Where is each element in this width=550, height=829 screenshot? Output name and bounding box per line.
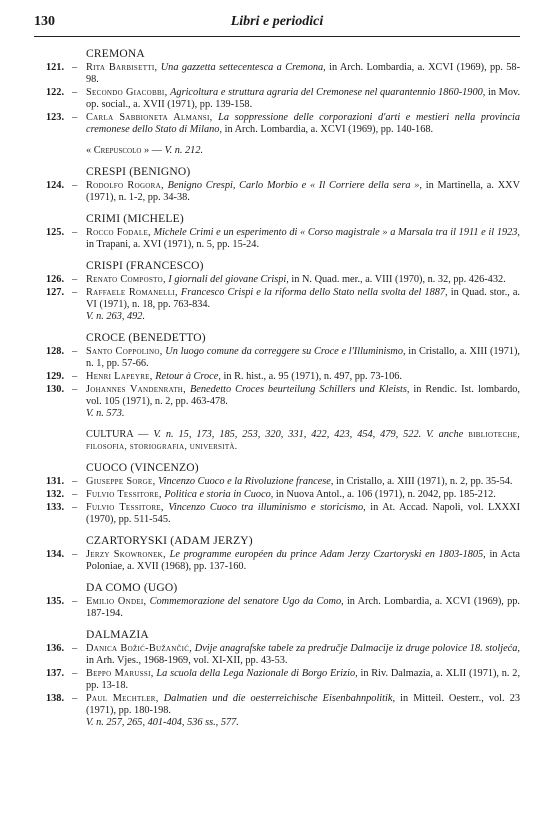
- entry-source: in Nuova Antol., a. 106 (1971), n. 2042, pp. 185-212.: [275, 489, 496, 500]
- crossref-see-also: biblioteche, filosofia, storiografia, università.: [86, 430, 521, 452]
- entry-title: Politica e storia in Cuoco,: [164, 489, 274, 500]
- entry-title: Michele Crimi e un esperimento di « Corso magistrale » a Marsala tra il 1911 e il 1923,: [153, 227, 520, 238]
- entry-source: in Cristallo, a. XIII (1971), n. 1, pp. 57-66.: [86, 346, 520, 369]
- entry-number: 129.: [46, 371, 65, 382]
- entry-125: 125. – Rocco Fodale, Michele Crimi e un esperimento di « Corso magistrale » a Marsala tra il 1911 e il 1923, in Trapani, a. XVI (1971), n. 5, pp. 15-24.: [46, 227, 520, 250]
- entry-author: Rocco Fodale,: [86, 227, 151, 238]
- entry-author: Danica Božić-Bužančić,: [86, 643, 193, 654]
- entry-author: Giuseppe Sorge,: [86, 476, 156, 487]
- entry-129: 129. – Henri Lapeyre, Retour à Croce, in R. hist., a. 95 (1971), n. 497, pp. 73-106.: [46, 371, 402, 382]
- section-heading: CRIMI (MICHELE): [86, 213, 184, 225]
- crossref-target: V. n. 212.: [164, 145, 204, 156]
- section-cremona: [34, 48, 520, 136]
- entry-title: Dalmatien und die oesterreichische Eisenbahnpolitik,: [163, 693, 396, 704]
- entry-number: 136.: [46, 643, 65, 654]
- entry-title: Le programme européen du prince Adam Jerzy Czartoryski en 1803-1805,: [169, 549, 486, 560]
- entry-number: 123.: [46, 112, 65, 123]
- section-heading: CUOCO (VINCENZO): [86, 462, 199, 474]
- entry-author: Renato Composto,: [86, 274, 166, 285]
- entry-title: Agricoltura e struttura agraria del Cremonese nel quarantennio 1860-1900,: [170, 87, 486, 98]
- entry-number: 133.: [46, 502, 65, 513]
- section-cuoco: [34, 462, 520, 526]
- entry-author: Santo Coppolino,: [86, 346, 163, 357]
- entry-121: 121. – Rita Barbisetti, Una gazzetta settecentesca a Cremona, in Arch. Lombardia, a. XCVI (1969), pp. 58-98.: [46, 62, 520, 85]
- entry-title: Benedetto Croces beurteilung Schillers und Kleists,: [190, 384, 410, 395]
- entry-132: 132. – Fulvio Tessitore, Politica e storia in Cuoco, in Nuova Antol., a. 106 (1971), n. 2042, pp. 185-212.: [46, 489, 496, 500]
- entry-source: in N. Quad. mer., a. VIII (1970), n. 32, pp. 426-432.: [291, 274, 506, 285]
- entry-source: in Cristallo, a. XIII (1971), n. 2, pp. 35-54.: [336, 476, 513, 487]
- crossref-crepuscolo: [34, 145, 520, 157]
- entry-source: in Riv. Dalmazia, a. XLII (1971), n. 2, pp. 13-18.: [86, 668, 521, 691]
- entry-title: I giornali del giovane Crispi,: [168, 274, 289, 285]
- entry-134: 134. – Jerzy Skowronek, Le programme européen du prince Adam Jerzy Czartoryski en 1803-1805, in Acta Poloniae, a. XVII (1968), pp. 137-160.: [46, 549, 520, 572]
- entry-128: 128. – Santo Coppolino, Un luogo comune da correggere su Croce e l'Illuminismo, in Cristallo, a. XIII (1971), n. 1, pp. 57-66.: [46, 346, 520, 369]
- entry-131: 131. – Giuseppe Sorge, Vincenzo Cuoco e la Rivoluzione francese, in Cristallo, a. XIII (1971), n. 2, pp. 35-54.: [46, 476, 513, 487]
- entry-137: 137. – Beppo Marussi, La scuola della Lega Nazionale di Borgo Erizio, in Riv. Dalmazia, a. XLII (1971), n. 2, pp. 13-18.: [46, 668, 521, 691]
- entry-source: in Arch. Lombardia, a. XCVI (1969), pp. 140-168.: [224, 124, 434, 135]
- entry-source: in Mitteil. Oesterr., vol. 23 (1971), pp. 180-198.: [86, 693, 520, 716]
- entry-author: Fulvio Tessitore,: [86, 502, 164, 513]
- section-dalmazia: [34, 629, 520, 729]
- section-heading: CREMONA: [86, 48, 145, 60]
- entry-title: Un luogo comune da correggere su Croce e l'Illuminismo,: [165, 346, 406, 357]
- entry-see-also: V. n. 263, 492.: [86, 311, 146, 322]
- entry-author: Carla Sabbioneta Almansi,: [86, 112, 213, 123]
- crossref-target: V. n. 15, 173, 185, 253, 320, 331, 422, 423, 454, 479, 522. V. anche: [153, 429, 464, 440]
- entry-source: in Arh. Vjes., 1968-1969, vol. XI-XII, pp. 43-53.: [86, 655, 288, 666]
- entry-138: 138. – Paul Mechtler, Dalmatien und die oesterreichische Eisenbahnpolitik, in Mitteil. Oesterr., vol. 23 (1971), pp. 180-198. V. n. 257, 265, 401-404, 536 ss., 577.: [46, 693, 520, 728]
- entry-author: Henri Lapeyre,: [86, 371, 153, 382]
- entry-author: Rodolfo Rogora,: [86, 180, 164, 191]
- crossref-label: CULTURA —: [86, 429, 149, 440]
- entry-title: La soppressione delle corporazioni d'arti e mestieri nella provincia cremonese dello Stato di Milano,: [86, 112, 520, 135]
- section-czartoryski: [34, 535, 520, 573]
- entry-number: 130.: [46, 384, 65, 395]
- entry-126: 126. – Renato Composto, I giornali del giovane Crispi, in N. Quad. mer., a. VIII (1970), n. 32, pp. 426-432.: [46, 274, 506, 285]
- entry-title: Francesco Crispi e la riforma dello Stato nella svolta del 1887,: [180, 287, 448, 298]
- entry-see-also: V. n. 257, 265, 401-404, 536 ss., 577.: [86, 717, 239, 728]
- entry-source: in Arch. Lombardia, a. XCVI (1969), pp. 187-194.: [86, 596, 520, 619]
- entry-source: in Quad. stor., a. VI (1971), n. 18, pp. 763-834.: [86, 287, 520, 310]
- entry-title: Benigno Crespi, Carlo Morbio e « Il Corriere della sera »,: [167, 180, 422, 191]
- entry-number: 124.: [46, 180, 65, 191]
- entry-author: Johannes Vandenrath,: [86, 384, 187, 395]
- entry-see-also: V. n. 573.: [86, 408, 125, 419]
- entry-130: 130. – Johannes Vandenrath, Benedetto Croces beurteilung Schillers und Kleists, in Rendic. Ist. lombardo, vol. 105 (1971), n. 2, pp. 463-478. V. n. 573.: [46, 384, 520, 419]
- entry-author: Secondo Giacobbi,: [86, 87, 168, 98]
- entry-number: 126.: [46, 274, 65, 285]
- entry-author: Paul Mechtler,: [86, 693, 159, 704]
- section-crimi: [34, 213, 520, 251]
- entry-author: Fulvio Tessitore,: [86, 489, 162, 500]
- section-heading: CZARTORYSKI (ADAM JERZY): [86, 535, 253, 547]
- entry-122: 122. – Secondo Giacobbi, Agricoltura e struttura agraria del Cremonese nel quarantennio 1860-1900, in Mov. op. social., a. XVII (1971), pp. 139-158.: [46, 87, 521, 110]
- entry-title: Vincenzo Cuoco tra illuminismo e storicismo,: [168, 502, 366, 513]
- bibliography-content: [34, 48, 520, 738]
- entry-124: 124. – Rodolfo Rogora, Benigno Crespi, Carlo Morbio e « Il Corriere della sera », in Martinella, a. XXV (1971), n. 1-2, pp. 34-38.: [46, 180, 521, 203]
- page-number: 130: [34, 14, 55, 29]
- entry-number: 128.: [46, 346, 65, 357]
- entry-number: 134.: [46, 549, 65, 560]
- section-croce: [34, 332, 520, 420]
- header-rule: [34, 36, 520, 37]
- entry-number: 127.: [46, 287, 65, 298]
- entry-number: 121.: [46, 62, 65, 73]
- entry-number: 131.: [46, 476, 65, 487]
- entry-author: Raffaele Romanelli,: [86, 287, 178, 298]
- entry-source: in Arch. Lombardia, a. XCVI (1969), pp. 58-98.: [86, 62, 520, 85]
- entry-title: Retour à Croce,: [155, 371, 221, 382]
- running-title: Libri e periodici: [230, 14, 324, 29]
- entry-136: 136. – Danica Božić-Bužančić, Dvije anagrafske tabele za predručje Dalmacije iz druge polovice 18. stoljeća, in Arh. Vjes., 1968-1969, vol. XI-XII, pp. 43-53.: [46, 643, 520, 666]
- entry-135: 135. – Emilio Ondei, Commemorazione del senatore Ugo da Como, in Arch. Lombardia, a. XCVI (1969), pp. 187-194.: [46, 596, 520, 619]
- entry-author: Rita Barbisetti,: [86, 62, 158, 73]
- entry-source: in Trapani, a. XVI (1971), n. 5, pp. 15-24.: [86, 239, 260, 250]
- entry-source: in At. Accad. Napoli, vol. LXXXI (1970), pp. 511-545.: [86, 502, 520, 525]
- section-heading: DALMAZIA: [86, 629, 149, 641]
- entry-author: Jerzy Skowronek,: [86, 549, 166, 560]
- entry-number: 122.: [46, 87, 65, 98]
- page-header: [34, 14, 520, 36]
- entry-133: 133. – Fulvio Tessitore, Vincenzo Cuoco tra illuminismo e storicismo, in At. Accad. Napoli, vol. LXXXI (1970), pp. 511-545.: [46, 502, 520, 525]
- entry-123: 123. – Carla Sabbioneta Almansi, La soppressione delle corporazioni d'arti e mestieri nella provincia cremonese dello Stato di Milano, in Arch. Lombardia, a. XCVI (1969), pp. 140-168.: [46, 112, 520, 135]
- section-crispi: [34, 260, 520, 323]
- entry-source: in Mov. op. social., a. XVII (1971), pp. 139-158.: [86, 87, 521, 110]
- entry-source: in Rendic. Ist. lombardo, vol. 105 (1971), n. 2, pp. 463-478.: [86, 384, 520, 407]
- entry-author: Beppo Marussi,: [86, 668, 154, 679]
- entry-number: 135.: [46, 596, 65, 607]
- entry-127: 127. – Raffaele Romanelli, Francesco Crispi e la riforma dello Stato nella svolta del 1887, in Quad. stor., a. VI (1971), n. 18, pp. 763-834. V. n. 263, 492.: [46, 287, 520, 322]
- entry-author: Emilio Ondei,: [86, 596, 147, 607]
- entry-number: 138.: [46, 693, 65, 704]
- entry-source: in R. hist., a. 95 (1971), n. 497, pp. 73-106.: [223, 371, 402, 382]
- entry-title: Una gazzetta settecentesca a Cremona,: [160, 62, 326, 73]
- entry-number: 125.: [46, 227, 65, 238]
- section-da-como: [34, 582, 520, 620]
- section-crespi: [34, 166, 520, 204]
- crossref-cultura: [34, 429, 520, 453]
- entry-title: Vincenzo Cuoco e la Rivoluzione francese,: [158, 476, 334, 487]
- section-heading: CRESPI (BENIGNO): [86, 166, 191, 178]
- entry-title: La scuola della Lega Nazionale di Borgo Erizio,: [156, 668, 358, 679]
- entry-source: in Acta Poloniae, a. XVII (1968), pp. 137-160.: [86, 549, 520, 572]
- entry-title: Dvije anagrafske tabele za predručje Dalmacije iz druge polovice 18. stoljeća,: [194, 643, 520, 654]
- entry-number: 137.: [46, 668, 65, 679]
- section-heading: CRISPI (FRANCESCO): [86, 260, 204, 272]
- entry-source: in Martinella, a. XXV (1971), n. 1-2, pp. 34-38.: [86, 180, 521, 203]
- section-heading: DA COMO (UGO): [86, 582, 178, 594]
- crossref-label: « Crepuscolo » —: [86, 145, 163, 156]
- section-heading: CROCE (BENEDETTO): [86, 332, 206, 344]
- entry-title: Commemorazione del senatore Ugo da Como,: [149, 596, 344, 607]
- entry-number: 132.: [46, 489, 65, 500]
